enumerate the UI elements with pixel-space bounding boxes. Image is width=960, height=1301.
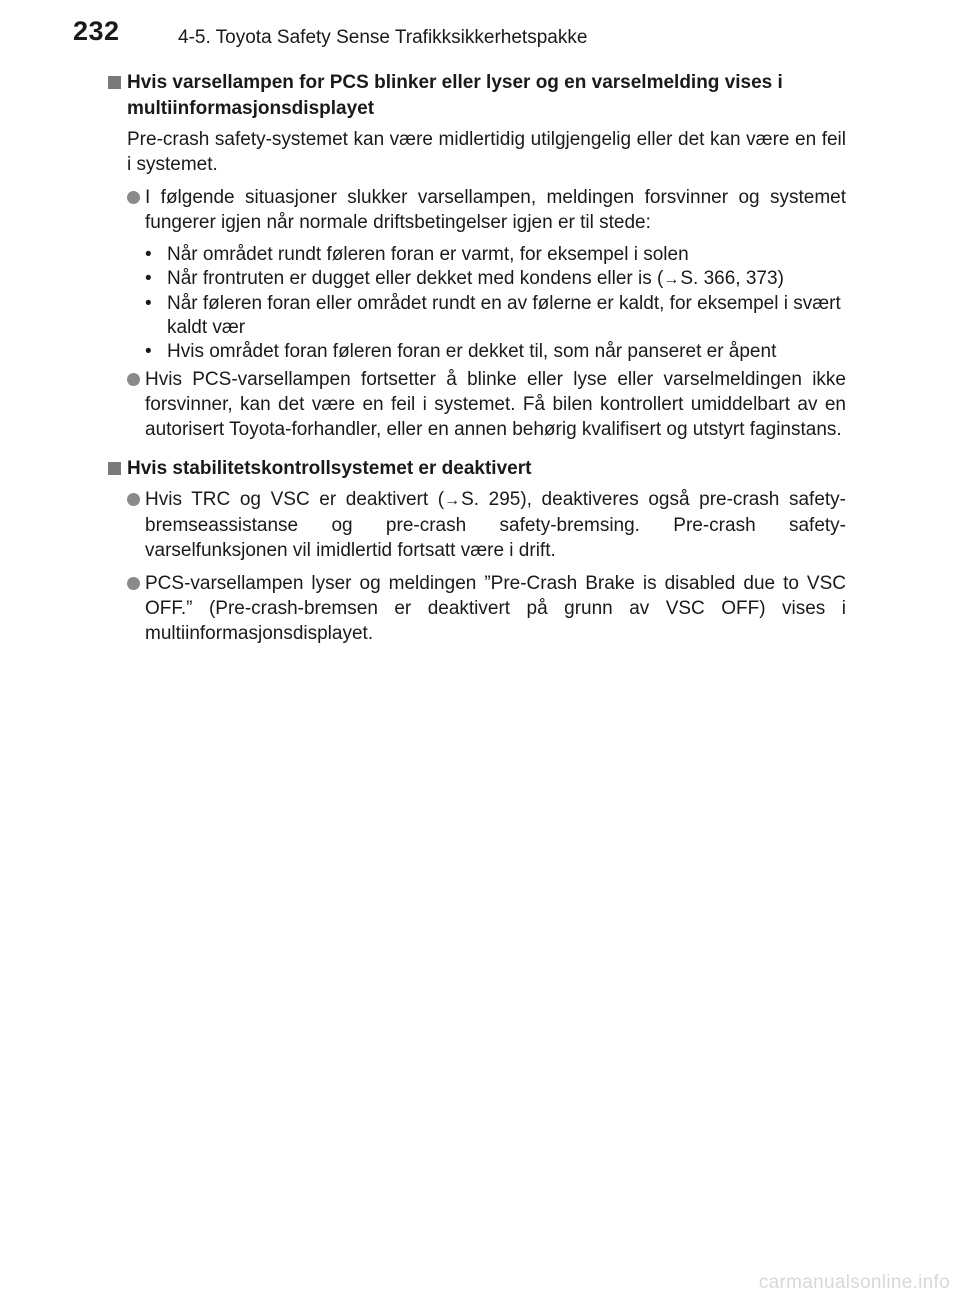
arrow-right-icon: →: [444, 492, 461, 509]
list-item: [108, 367, 846, 442]
arrow-right-icon: →: [663, 271, 680, 288]
page-header: [0, 0, 960, 60]
section-heading: [108, 456, 846, 482]
sub-item-text: Når området rundt føleren foran er varmt, for eksempel i solen: [167, 244, 689, 265]
list-item-text: Hvis TRC og VSC er deaktivert (: [145, 489, 445, 510]
section-intro: Pre-crash safety-systemet kan være midlertidig utilgjengelig eller det kan være en feil i systemet.: [127, 129, 846, 175]
sub-item-text-end: ): [777, 268, 784, 289]
sub-list: [108, 243, 846, 364]
section-heading: [108, 70, 846, 122]
circle-bullet-icon: [127, 191, 140, 204]
list-item-text-end: ), deaktiveres også pre-crash safety-bremseassistanse og pre-crash safety-bremsing. Pre-crash safety-varselfunksjonen vil imidlertid fortsatt være i drift.: [145, 489, 846, 561]
sub-item-text: Når føleren foran eller området rundt en av følerne er kaldt, for eksempel i svært kaldt vær: [167, 293, 841, 338]
section-heading-text: Hvis varsellampen for PCS blinker eller lyser og en varselmelding vises i multiinformasjonsdisplayet: [127, 72, 783, 119]
page-reference-link[interactable]: S. 366, 373: [680, 268, 778, 289]
list-item: [108, 571, 846, 646]
list-item-text: Hvis PCS-varsellampen fortsetter å blinke eller lyse eller varselmeldingen ikke forsvinner, kan det være en feil i systemet. Få bilen kontrollert umiddelbart av en autorisert Toyota-forhandler, eller en annen behørig kvalifisert og utstyrt faginstans.: [145, 369, 846, 440]
small-bullet-icon: •: [145, 268, 152, 289]
page-reference-link[interactable]: S. 295: [461, 489, 521, 510]
list-item: [108, 487, 846, 563]
list-item: [108, 185, 846, 235]
circle-bullet-icon: [127, 493, 140, 506]
sub-list-item: [145, 292, 846, 340]
section-title: 4-5. Toyota Safety Sense Trafikksikkerhetspakke: [178, 27, 588, 48]
small-bullet-icon: •: [145, 244, 152, 265]
square-bullet-icon: [108, 462, 121, 475]
circle-bullet-icon: [127, 373, 140, 386]
page-content: [108, 70, 846, 654]
list-item-text: I følgende situasjoner slukker varsellampen, meldingen forsvinner og systemet fungerer igjen når normale driftsbetingelser igjen er til stede:: [145, 187, 846, 233]
page-number: 232: [73, 16, 120, 46]
sub-list-item: [145, 267, 846, 292]
small-bullet-icon: •: [145, 293, 152, 314]
section-stability-control: [108, 456, 846, 646]
small-bullet-icon: •: [145, 341, 152, 362]
list-item-text: PCS-varsellampen lyser og meldingen ”Pre-Crash Brake is disabled due to VSC OFF.” (Pre-crash-bremsen er deaktivert på grunn av VSC OFF) vises i multiinformasjonsdisplayet.: [145, 573, 846, 644]
sub-item-text: Hvis området foran føleren foran er dekket til, som når panseret er åpent: [167, 341, 777, 362]
sub-list-item: [145, 243, 846, 267]
section-pcs-warning: [108, 70, 846, 442]
section-heading-text: Hvis stabilitetskontrollsystemet er deaktivert: [127, 458, 532, 479]
sub-list-item: [145, 340, 846, 364]
circle-bullet-icon: [127, 577, 140, 590]
square-bullet-icon: [108, 76, 121, 89]
sub-item-text: Når frontruten er dugget eller dekket med kondens eller is (: [167, 268, 664, 289]
watermark-brand: carmanualsonline.info: [758, 1272, 950, 1293]
